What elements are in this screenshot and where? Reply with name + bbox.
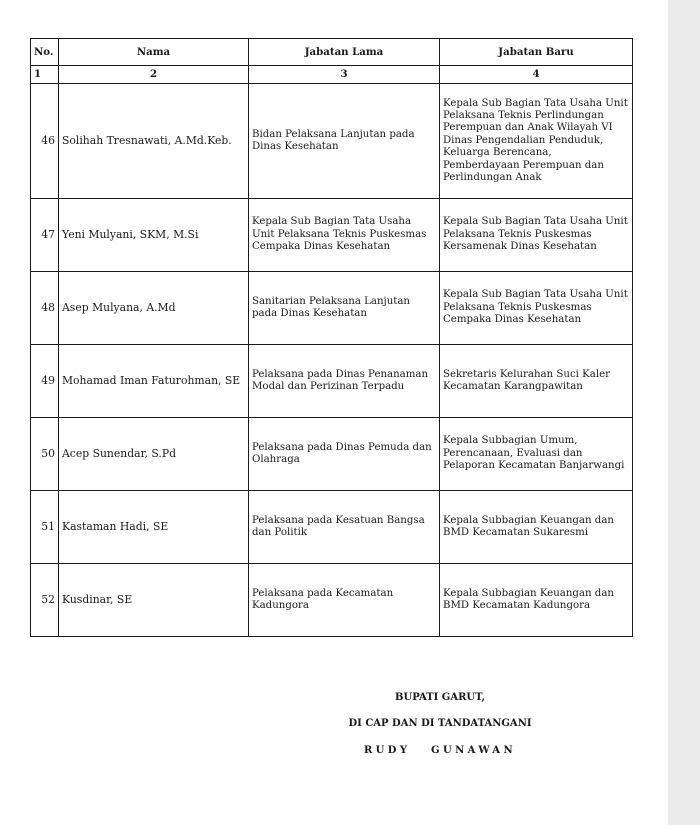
row-nama: Yeni Mulyani, SKM, M.Si (59, 199, 249, 272)
row-nama: Acep Sunendar, S.Pd (59, 418, 249, 491)
row-jabatan-baru: Kepala Sub Bagian Tata Usaha Unit Pelaksana Teknis Puskesmas Cempaka Dinas Kesehatan (440, 272, 633, 345)
row-jabatan-lama: Pelaksana pada Kecamatan Kadungora (249, 564, 440, 637)
table-row (31, 199, 633, 272)
row-no: 51 (31, 491, 59, 564)
row-jabatan-lama: Bidan Pelaksana Lanjutan pada Dinas Kesehatan (249, 84, 440, 199)
signature-title: BUPATI GARUT, (395, 692, 485, 703)
signature-name: RUDY GUNAWAN (363, 745, 517, 756)
appointment-table (30, 38, 633, 637)
row-jabatan-baru: Kepala Sub Bagian Tata Usaha Unit Pelaksana Teknis Puskesmas Kersamenak Dinas Kesehatan (440, 199, 633, 272)
column-number-4: 4 (440, 66, 633, 84)
row-nama: Kusdinar, SE (59, 564, 249, 637)
row-no: 47 (31, 199, 59, 272)
table-row (31, 491, 633, 564)
header-jabatan-lama: Jabatan Lama (249, 39, 440, 66)
column-number-1: 1 (31, 66, 59, 84)
header-jabatan-baru: Jabatan Baru (440, 39, 633, 66)
row-jabatan-baru: Kepala Subbagian Keuangan dan BMD Kecamatan Kadungora (440, 564, 633, 637)
table-row (31, 418, 633, 491)
signature-note: DI CAP DAN DI TANDATANGANI (348, 718, 532, 729)
column-number-3: 3 (249, 66, 440, 84)
table-row (31, 84, 633, 199)
row-jabatan-lama: Kepala Sub Bagian Tata Usaha Unit Pelaksana Teknis Puskesmas Cempaka Dinas Kesehatan (249, 199, 440, 272)
row-no: 48 (31, 272, 59, 345)
row-no: 46 (31, 84, 59, 199)
row-no: 52 (31, 564, 59, 637)
header-no: No. (31, 39, 59, 66)
column-number-2: 2 (59, 66, 249, 84)
row-jabatan-baru: Kepala Subbagian Umum, Perencanaan, Evaluasi dan Pelaporan Kecamatan Banjarwangi (440, 418, 633, 491)
row-jabatan-baru: Kepala Subbagian Keuangan dan BMD Kecamatan Sukaresmi (440, 491, 633, 564)
row-jabatan-baru: Sekretaris Kelurahan Suci Kaler Kecamatan Karangpawitan (440, 345, 633, 418)
row-jabatan-lama: Pelaksana pada Dinas Penanaman Modal dan Perizinan Terpadu (249, 345, 440, 418)
row-nama: Asep Mulyana, A.Md (59, 272, 249, 345)
row-nama: Solihah Tresnawati, A.Md.Keb. (59, 84, 249, 199)
row-jabatan-lama: Pelaksana pada Kesatuan Bangsa dan Politik (249, 491, 440, 564)
table-header-row (31, 39, 633, 66)
row-nama: Kastaman Hadi, SE (59, 491, 249, 564)
header-nama: Nama (59, 39, 249, 66)
table-row (31, 345, 633, 418)
row-no: 50 (31, 418, 59, 491)
row-nama: Mohamad Iman Faturohman, SE (59, 345, 249, 418)
column-number-row (31, 66, 633, 84)
viewer-background (668, 0, 700, 825)
row-jabatan-baru: Kepala Sub Bagian Tata Usaha Unit Pelaksana Teknis Perlindungan Perempuan dan Anak Wilayah VI Dinas Pengendalian Penduduk, Keluarga Berencana, Pemberdayaan Perempuan dan Perlindungan Anak (440, 84, 633, 199)
table-row (31, 564, 633, 637)
row-no: 49 (31, 345, 59, 418)
row-jabatan-lama: Sanitarian Pelaksana Lanjutan pada Dinas Kesehatan (249, 272, 440, 345)
table-row (31, 272, 633, 345)
row-jabatan-lama: Pelaksana pada Dinas Pemuda dan Olahraga (249, 418, 440, 491)
